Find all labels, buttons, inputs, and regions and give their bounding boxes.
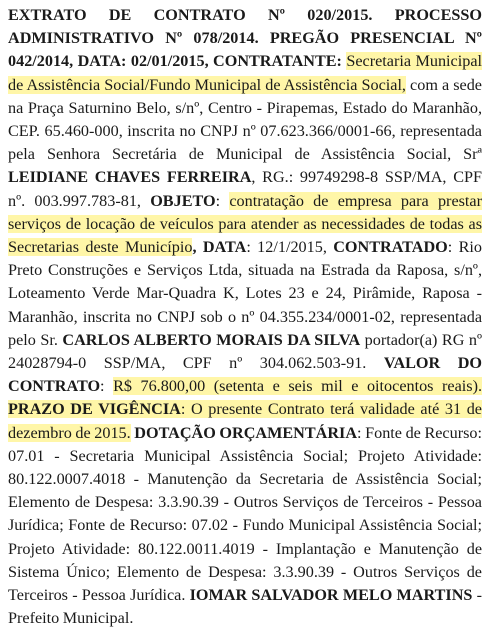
contratante-name-highlight: Secretaria Municipal de Assistência Social/Fundo Municipal de Assistência Social, xyxy=(8,52,482,94)
prefeito-name: IOMAR SALVADOR MELO MARTINS xyxy=(189,586,473,605)
contratante-details: com a sede na Praça Saturnino Belo, s/nº, Centro - Pirapemas, Estado do Maranhão, CEP. 65.460-000, inscrita no CNPJ nº 07.623.366/0001-66, representada pela Senhora Secretária de Municipal de Assistência Social, Srª xyxy=(8,75,482,164)
contratado-details: : Rio Preto Construções e Serviços Ltda, situada na Estrada da Raposa, s/nº, Loteamento Verde Mar-Quadra K, Lotes 23 e 24, Pirâmide, Raposa - Maranhão, inscrita no CNPJ sob o nº 04.355.234/0001-02, representada pelo Sr. xyxy=(8,238,482,349)
valor-highlight: R$ 76.800,00 (setenta e seis mil e oitocentos reais). xyxy=(113,377,482,396)
prazo-highlight: O presente Contrato terá validade até 31 de dezembro de 2015. xyxy=(8,400,482,442)
valor-label: VALOR DO CONTRATO xyxy=(8,354,482,396)
objeto-separator: : xyxy=(215,191,230,210)
contract-header: EXTRATO DE CONTRATO Nº 020/2015. PROCESSO ADMINISTRATIVO Nº 078/2014. PREGÃO PRESENCIAL Nº 042/2014, DATA: 02/01/2015, CONTRATANTE: xyxy=(8,6,482,71)
data-label: , DATA xyxy=(192,238,247,257)
objeto-label: OBJETO xyxy=(150,191,216,210)
dotacao-label: DOTAÇÃO ORÇAMENTÁRIA xyxy=(134,423,358,442)
valor-separator: : xyxy=(100,377,114,396)
prefeito-title: - Prefeito Municipal. xyxy=(8,586,482,628)
data-value: : 12/1/2015, xyxy=(246,238,334,257)
objeto-highlight: contratação de empresa para prestar serviços de locação de veículos para atender as necessidades de todas as Secretarias deste Município xyxy=(8,191,483,257)
contract-extract-paragraph xyxy=(8,4,482,630)
representante-name: CARLOS ALBERTO MORAIS DA SILVA xyxy=(62,330,361,349)
secretaria-documents: , RG.: 99749298-8 SSP/MA, CPF nº. 003.997.783-81, xyxy=(8,168,482,210)
prazo-label: PRAZO DE VIGÊNCIA xyxy=(8,400,181,419)
prazo-colon: : xyxy=(180,400,191,419)
contratado-label: CONTRATADO xyxy=(333,238,448,257)
dotacao-details: : Fonte de Recurso: 07.01 - Secretaria Municipal Assistência Social; Projeto Atividade: 80.122.0007.4018 - Manutenção da Secretaria de Assistência Social; Elemento de Despesa: 3.3.90.39 - Outros Serviços de Terceiros - Pessoa Jurídica; Fonte de Recurso: 07.02 - Fundo Municipal Assistência Social; Projeto Atividade: 80.122.0011.4019 - Implantação e Manutenção de Sistema Único; Elemento de Despesa: 3.3.90.39 - Outros Serviços de Terceiros - Pessoa Jurídica. xyxy=(8,423,482,605)
secretaria-name: LEIDIANE CHAVES FERREIRA xyxy=(8,168,252,187)
representante-documents: portador(a) RG nº 24028794-0 SSP/MA, CPF nº 304.062.503-91. xyxy=(8,330,482,373)
